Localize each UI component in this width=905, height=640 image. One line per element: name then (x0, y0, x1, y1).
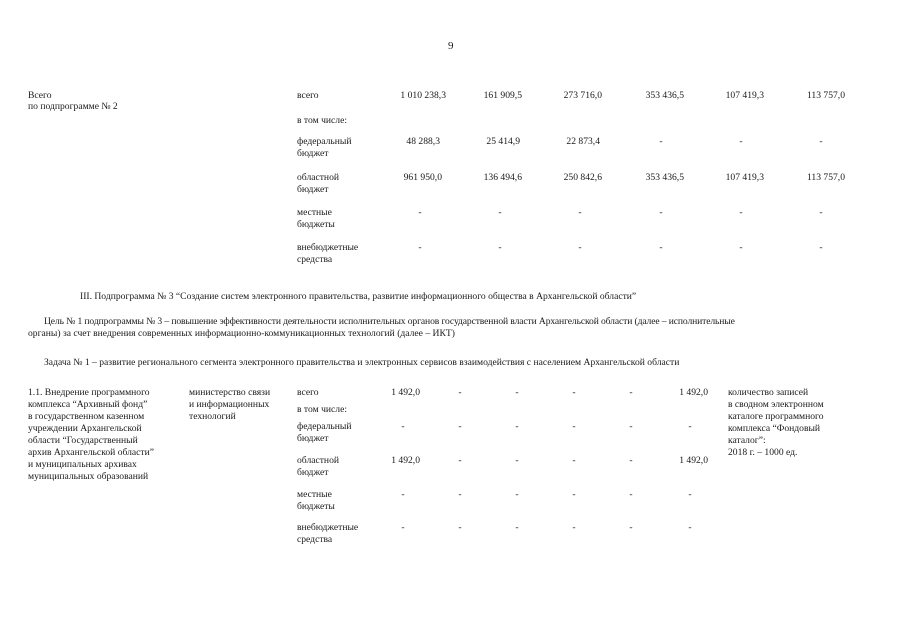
value-cell: - (739, 207, 743, 218)
source-label-line2: бюджеты (297, 219, 335, 230)
value-cell: - (739, 136, 743, 147)
value-cell: - (458, 455, 462, 466)
value-cell: - (629, 455, 633, 466)
value-cell: 1 010 238,3 (400, 90, 446, 101)
value-cell: - (515, 522, 519, 533)
value-cell: - (458, 522, 462, 533)
source-label: внебюджетные (297, 242, 359, 253)
source-label-line2: бюджет (297, 184, 329, 195)
value-cell: - (659, 136, 663, 147)
item-name-line: архив Архангельской области” (28, 447, 155, 458)
value-cell: - (401, 421, 405, 432)
value-cell: 107 419,3 (725, 172, 764, 183)
total-label-line1: Всего (28, 90, 52, 101)
value-cell: - (515, 387, 519, 398)
value-cell: - (572, 421, 576, 432)
value-cell: 136 494,6 (483, 172, 522, 183)
value-cell: - (629, 489, 633, 500)
source-label: в том числе: (297, 115, 348, 126)
value-cell: - (515, 421, 519, 432)
source-label: областной (297, 455, 340, 466)
value-cell: - (572, 522, 576, 533)
value-cell: - (401, 489, 405, 500)
indicator-line: в сводном электронном (728, 399, 824, 410)
value-cell: - (659, 242, 663, 253)
value-cell: - (572, 455, 576, 466)
source-label: местные (297, 489, 332, 500)
source-label: внебюджетные (297, 522, 359, 533)
indicator-line: 2018 г. – 1000 ед. (728, 447, 798, 458)
source-label: федеральный (297, 136, 352, 147)
value-cell: - (458, 387, 462, 398)
source-label: всего (297, 90, 319, 101)
value-cell: - (515, 489, 519, 500)
value-cell: 353 436,5 (645, 90, 684, 101)
value-cell: 161 909,5 (483, 90, 522, 101)
value-cell: 250 842,6 (563, 172, 602, 183)
item-name-line: области “Государственный (28, 435, 138, 446)
source-label: всего (297, 387, 319, 398)
total-label-line2: по подпрограмме № 2 (28, 101, 118, 112)
value-cell: - (515, 455, 519, 466)
executor-line: министерство связи (189, 387, 271, 398)
indicator-line: комплекса “Фондовый (728, 423, 821, 434)
value-cell: - (688, 489, 692, 500)
value-cell: - (498, 207, 502, 218)
value-cell: 273 716,0 (563, 90, 602, 101)
indicator-line: каталог”: (728, 435, 766, 446)
value-cell: 113 757,0 (806, 172, 845, 183)
goal-line-1: Цель № 1 подпрограммы № 3 – повышение эффективности деятельности исполнительных органов государственной власти Архангельской области (далее – исполнительные (44, 316, 735, 327)
value-cell: - (578, 207, 582, 218)
value-cell: - (498, 242, 502, 253)
value-cell: - (418, 207, 422, 218)
value-cell: - (659, 207, 663, 218)
value-cell: 1 492,0 (679, 387, 708, 398)
value-cell: - (629, 421, 633, 432)
source-label-line2: средства (297, 534, 333, 545)
item-name-line: в государственном казенном (28, 411, 145, 422)
source-label-line2: бюджет (297, 433, 329, 444)
value-cell: 961 950,0 (403, 172, 442, 183)
value-cell: - (629, 522, 633, 533)
value-cell: 113 757,0 (806, 90, 845, 101)
value-cell: 353 436,5 (645, 172, 684, 183)
item-name-line: учреждении Архангельской (28, 423, 142, 434)
value-cell: - (819, 136, 823, 147)
indicator-line: каталоге программного (728, 411, 824, 422)
value-cell: - (629, 387, 633, 398)
source-label: областной (297, 172, 340, 183)
value-cell: - (401, 522, 405, 533)
section-heading: III. Подпрограмма № 3 “Создание систем электронного правительства, развитие информационного общества в Архангельской области” (80, 291, 637, 302)
source-label-line2: бюджет (297, 467, 329, 478)
value-cell: 1 492,0 (391, 387, 420, 398)
goal-line-2: органы) за счет внедрения современных информационно-коммуникационных технологий (далее – ИКТ) (28, 328, 455, 339)
page-number: 9 (448, 40, 454, 52)
value-cell: - (688, 421, 692, 432)
task-line: Задача № 1 – развитие регионального сегмента электронного правительства и электронных сервисов взаимодействия с населением Архангельской области (44, 357, 680, 368)
executor-line: технологий (189, 411, 236, 422)
value-cell: 1 492,0 (391, 455, 420, 466)
value-cell: 25 414,9 (486, 136, 520, 147)
item-name-line: и муниципальных архивах (28, 459, 137, 470)
item-name-line: муниципальных образований (28, 471, 149, 482)
value-cell: - (458, 489, 462, 500)
value-cell: - (819, 242, 823, 253)
value-cell: - (739, 242, 743, 253)
value-cell: 1 492,0 (679, 455, 708, 466)
value-cell: - (572, 387, 576, 398)
source-label: в том числе: (297, 404, 348, 415)
value-cell: - (578, 242, 582, 253)
value-cell: - (572, 489, 576, 500)
source-label-line2: бюджет (297, 148, 329, 159)
source-label-line2: бюджеты (297, 501, 335, 512)
source-label-line2: средства (297, 254, 333, 265)
value-cell: - (688, 522, 692, 533)
value-cell: 107 419,3 (725, 90, 764, 101)
source-label: местные (297, 207, 332, 218)
value-cell: 22 873,4 (566, 136, 600, 147)
value-cell: - (458, 421, 462, 432)
value-cell: - (819, 207, 823, 218)
indicator-line: количество записей (728, 387, 809, 398)
item-name-line: комплекса “Архивный фонд” (28, 399, 148, 410)
source-label: федеральный (297, 421, 352, 432)
value-cell: 48 288,3 (406, 136, 440, 147)
item-name-line: 1.1. Внедрение программного (28, 387, 150, 398)
value-cell: - (418, 242, 422, 253)
executor-line: и информационных (189, 399, 270, 410)
